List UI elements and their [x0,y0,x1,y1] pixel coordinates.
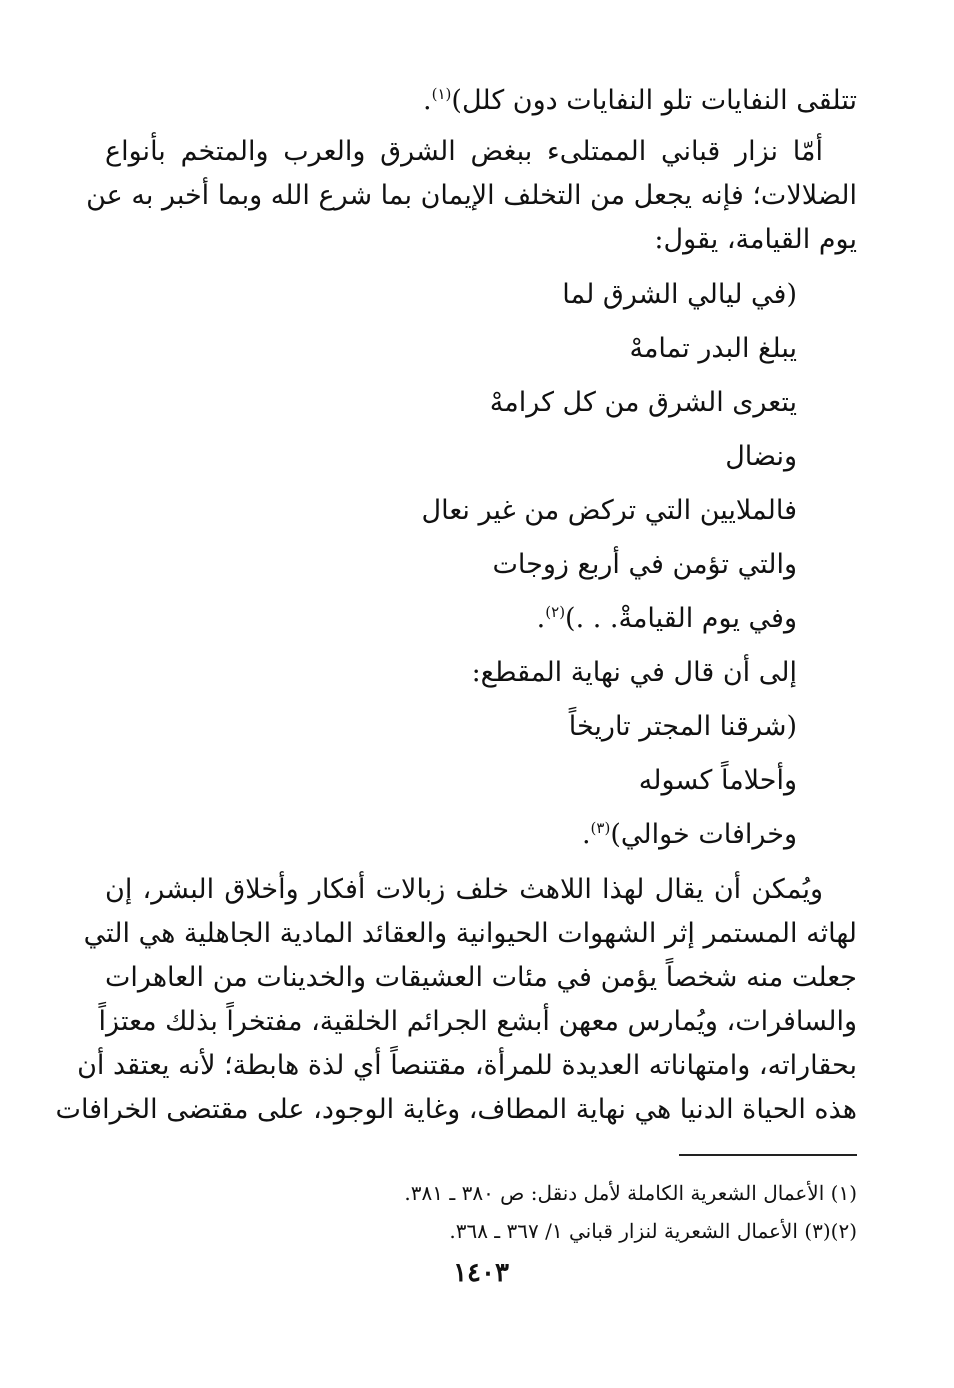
paragraph-line: بحقاراته، وامتهاناته العديدة للمرأة، مقتنصاً أي لذة هابطة؛ لأنه يعتقد أن [77,1050,857,1081]
poem-line-last: وخرافات خوالي)$^{(٣)}$. [581,819,797,850]
poem-line-text: وفي يوم القيامةْ. . .) [565,603,797,634]
paragraph-line: جعلت منه شخصاً يؤمن في مئات العشيقات والخدينات من العاهرات [105,962,857,993]
footnote-divider [679,1154,857,1156]
footnotes [105,1174,857,1250]
poem-line: والتي تؤمن في أربع زوجات [492,549,797,580]
footnote-2-3: (٢)(٣) الأعمال الشعرية لنزار قباني ١/ ٣٦٧ ـ ٣٦٨. [449,1219,857,1243]
poem-line: فالملايين التي تركض من غير نعال [421,495,797,526]
paragraph-line: يوم القيامة، يقول: [654,224,857,255]
book-page [55,78,857,1358]
poem-line: يتعرى الشرق من كل كرامهْ [489,387,797,418]
paragraph-line: هذه الحياة الدنيا هي نهاية المطاف، وغاية الوجود، على مقتضى الخرافات [55,1094,857,1125]
poem-line: (في ليالي الشرق لما [562,279,797,310]
footnote-ref-1: (١) [431,85,452,103]
page-number: ١٤٠٣ [453,1258,509,1288]
paragraph-line: والسافرات، ويُمارس معهن أبشع الجرائم الخلقية، مفتخراً بذلك معتزاً [98,1006,857,1037]
footnote-1: (١) الأعمال الشعرية الكاملة لأمل دنقل: ص ٣٨٠ ـ ٣٨١. [404,1181,857,1205]
opening-line: تتلقى النفايات تلو النفايات دون كلل)$^{(١)}$. [423,85,857,116]
poem-stanza-2 [105,700,857,862]
poem-line: (شرقنا المجتر تاريخاً [568,711,797,742]
poem-line-last: وفي يوم القيامةْ. . .)$^{(٢)}$. [536,603,797,634]
opening-line-text: تتلقى النفايات تلو النفايات دون كلل) [451,85,857,116]
paragraph-line: الضلالات؛ فإنه يجعل من التخلف الإيمان بما شرع الله وبما أخبر به عن [86,180,857,211]
poem-line-text: وخرافات خوالي) [610,819,797,850]
poem-line: ونضال [725,441,797,472]
transition-line: إلى أن قال في نهاية المقطع: [471,657,797,688]
paragraph-critique [55,868,857,1132]
paragraph-nizar-intro [86,130,857,262]
footnote-ref-2: (٢) [545,603,566,621]
paragraph-line: لهاثه المستمر إثر الشهوات الحيوانية والعقائد المادية الجاهلية هي التي [83,918,857,949]
poem-line: وأحلاماً كسوله [638,765,797,796]
poem-line: يبلغ البدر تمامهْ [629,333,797,364]
footnote-ref-3: (٣) [590,819,611,837]
paragraph-line: ويُمكن أن يقال لهذا اللاهث خلف زبالات أفكار وأخلاق البشر، إن [105,874,823,905]
paragraph-line: أمّا نزار قباني الممتلىء ببغض الشرق والعرب والمتخم بأنواع [105,136,823,167]
poem-stanza-1 [105,268,857,700]
